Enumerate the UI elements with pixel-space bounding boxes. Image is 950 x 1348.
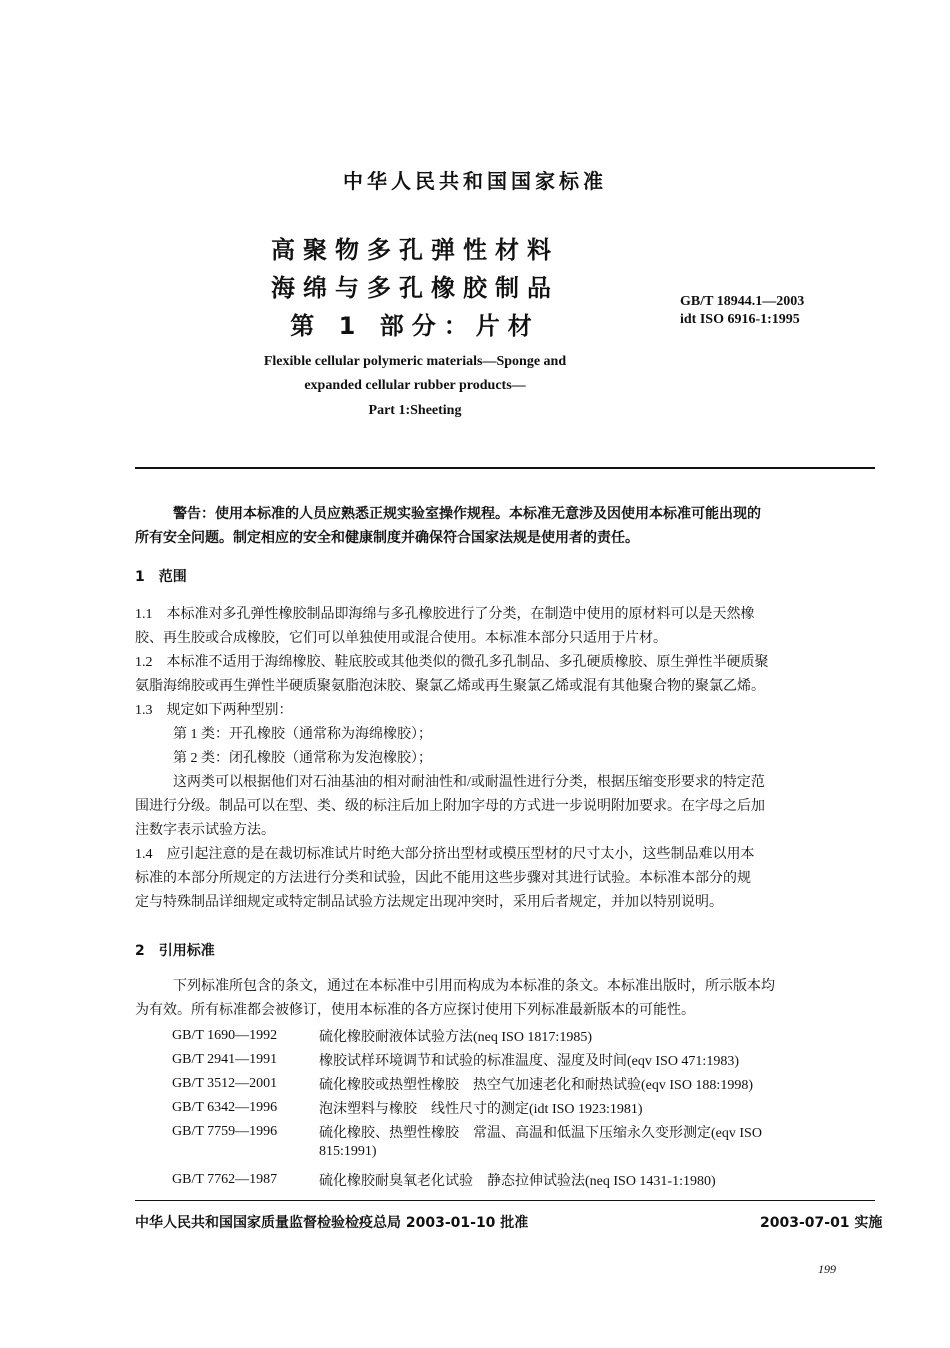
clause-1-2-line-1: 1.2 本标准不适用于海绵橡胶、鞋底胶或其他类似的微孔多孔制品、多孔硬质橡胶、原生弹性半硬质聚	[135, 655, 769, 670]
reference-title: 泡沫塑料与橡胶 线性尺寸的测定(idt ISO 1923:1981)	[319, 1102, 643, 1117]
reference-row	[172, 1120, 877, 1144]
clause-1-2-line-2: 氨脂海绵胶或再生弹性半硬质聚氨脂泡沫胶、聚氯乙烯或再生聚氯乙烯或混有其他聚合物的聚氯乙烯。	[135, 679, 765, 694]
reference-code: GB/T 2941—1991	[172, 1052, 278, 1067]
approval-line: 中华人民共和国国家质量监督检验检疫总局 2003-01-10 批准	[135, 1215, 529, 1231]
implementation-date: 2003-07-01 实施	[760, 1215, 883, 1231]
reference-title: 硫化橡胶、热塑性橡胶 常温、高温和低温下压缩永久变形测定(eqv ISO	[319, 1126, 762, 1141]
reference-row	[172, 1072, 877, 1096]
clause-1-1-line-2: 胶、再生胶或合成橡胶，它们可以单独使用或混合使用。本标准本部分只适用于片材。	[135, 631, 667, 646]
clause-1-4-line-1: 1.4 应引起注意的是在裁切标准试片时绝大部分挤出型材或模压型材的尺寸太小，这些制品难以用本	[135, 847, 755, 862]
reference-code: GB/T 1690—1992	[172, 1028, 278, 1043]
section-2-heading-block	[135, 939, 875, 963]
title-line-3: 第 1 部分：片材	[290, 312, 540, 340]
warning-line-1: 警告：使用本标准的人员应熟悉正规实验室操作规程。本标准无意涉及因使用本标准可能出现的	[173, 506, 761, 522]
clause-1-3-line-3: 围进行分级。制品可以在型、类、级的标注后加上附加字母的方式进一步说明附加要求。在字母之后加	[135, 799, 765, 814]
english-title-line-2: expanded cellular rubber products—	[304, 378, 526, 393]
reference-title: 硫化橡胶或热塑性橡胶 热空气加速老化和耐热试验(eqv ISO 188:1998)	[319, 1078, 753, 1093]
section-1-heading-block	[135, 565, 875, 589]
national-standard-label: 中华人民共和国国家标准	[343, 169, 607, 193]
reference-title: 橡胶试样环境调节和试验的标准温度、湿度及时间(eqv ISO 471:1983)	[319, 1054, 739, 1069]
english-title-line-1: Flexible cellular polymeric materials—Sponge and	[263, 354, 567, 369]
title-line-2: 海绵与多孔橡胶制品	[271, 274, 559, 302]
section-1-heading: 1 范围	[135, 569, 187, 585]
warning-block	[135, 502, 875, 550]
reference-row	[172, 1024, 877, 1048]
reference-row	[172, 1168, 877, 1192]
title-line-1: 高聚物多孔弹性材料	[271, 236, 559, 264]
clause-1-4-line-3: 定与特殊制品详细规定或特定制品试验方法规定出现冲突时，采用后者规定，并加以特别说明。	[135, 895, 723, 910]
section-1-body	[135, 603, 875, 915]
section-2-heading: 2 引用标准	[135, 943, 215, 959]
clause-1-4-line-2: 标准的本部分所规定的方法进行分类和试验，因此不能用这些步骤对其进行试验。本标准本部分的规	[135, 871, 751, 886]
reference-title: 硫化橡胶耐臭氧老化试验 静态拉伸试验法(neq ISO 1431-1:1980)	[319, 1174, 716, 1189]
standard-code: GB/T 18944.1—2003	[680, 294, 805, 309]
reference-title: 硫化橡胶耐液体试验方法(neq ISO 1817:1985)	[319, 1030, 592, 1045]
equivalent-code: idt ISO 6916-1:1995	[680, 312, 800, 327]
reference-code: GB/T 6342—1996	[172, 1100, 278, 1115]
header-divider	[135, 467, 875, 469]
reference-code: GB/T 3512—2001	[172, 1076, 278, 1091]
warning-line-2: 所有安全问题。制定相应的安全和健康制度并确保符合国家法规是使用者的责任。	[135, 530, 639, 546]
clause-1-3-line-2: 这两类可以根据他们对石油基油的相对耐油性和/或耐温性进行分类，根据压缩变形要求的特定范	[173, 775, 765, 790]
reference-row	[172, 1096, 877, 1120]
reference-row	[172, 1048, 877, 1072]
type-1-line: 第 1 类：开孔橡胶（通常称为海绵橡胶）；	[173, 727, 432, 742]
reference-list	[172, 1024, 877, 1192]
reference-code: GB/T 7759—1996	[172, 1124, 278, 1139]
section-2-intro-line-2: 为有效。所有标准都会被修订，使用本标准的各方应探讨使用下列标准最新版本的可能性。	[135, 1003, 695, 1018]
reference-title-continuation: 815:1991)	[319, 1144, 377, 1159]
footer-divider	[135, 1200, 875, 1201]
reference-code: GB/T 7762—1987	[172, 1172, 278, 1187]
type-2-line: 第 2 类：闭孔橡胶（通常称为发泡橡胶）；	[173, 751, 432, 766]
page-number: 199	[818, 1262, 836, 1276]
section-2-intro	[135, 975, 875, 1023]
section-2-intro-line-1: 下列标准所包含的条文，通过在本标准中引用而构成为本标准的条文。本标准出版时，所示版本均	[173, 979, 775, 994]
clause-1-1-line-1: 1.1 本标准对多孔弹性橡胶制品即海绵与多孔橡胶进行了分类，在制造中使用的原材料可以是天然橡	[135, 607, 755, 622]
english-title-line-3: Part 1:Sheeting	[368, 403, 462, 418]
clause-1-3-line-1: 1.3 规定如下两种型别：	[135, 703, 293, 718]
clause-1-3-line-4: 注数字表示试验方法。	[135, 823, 275, 838]
